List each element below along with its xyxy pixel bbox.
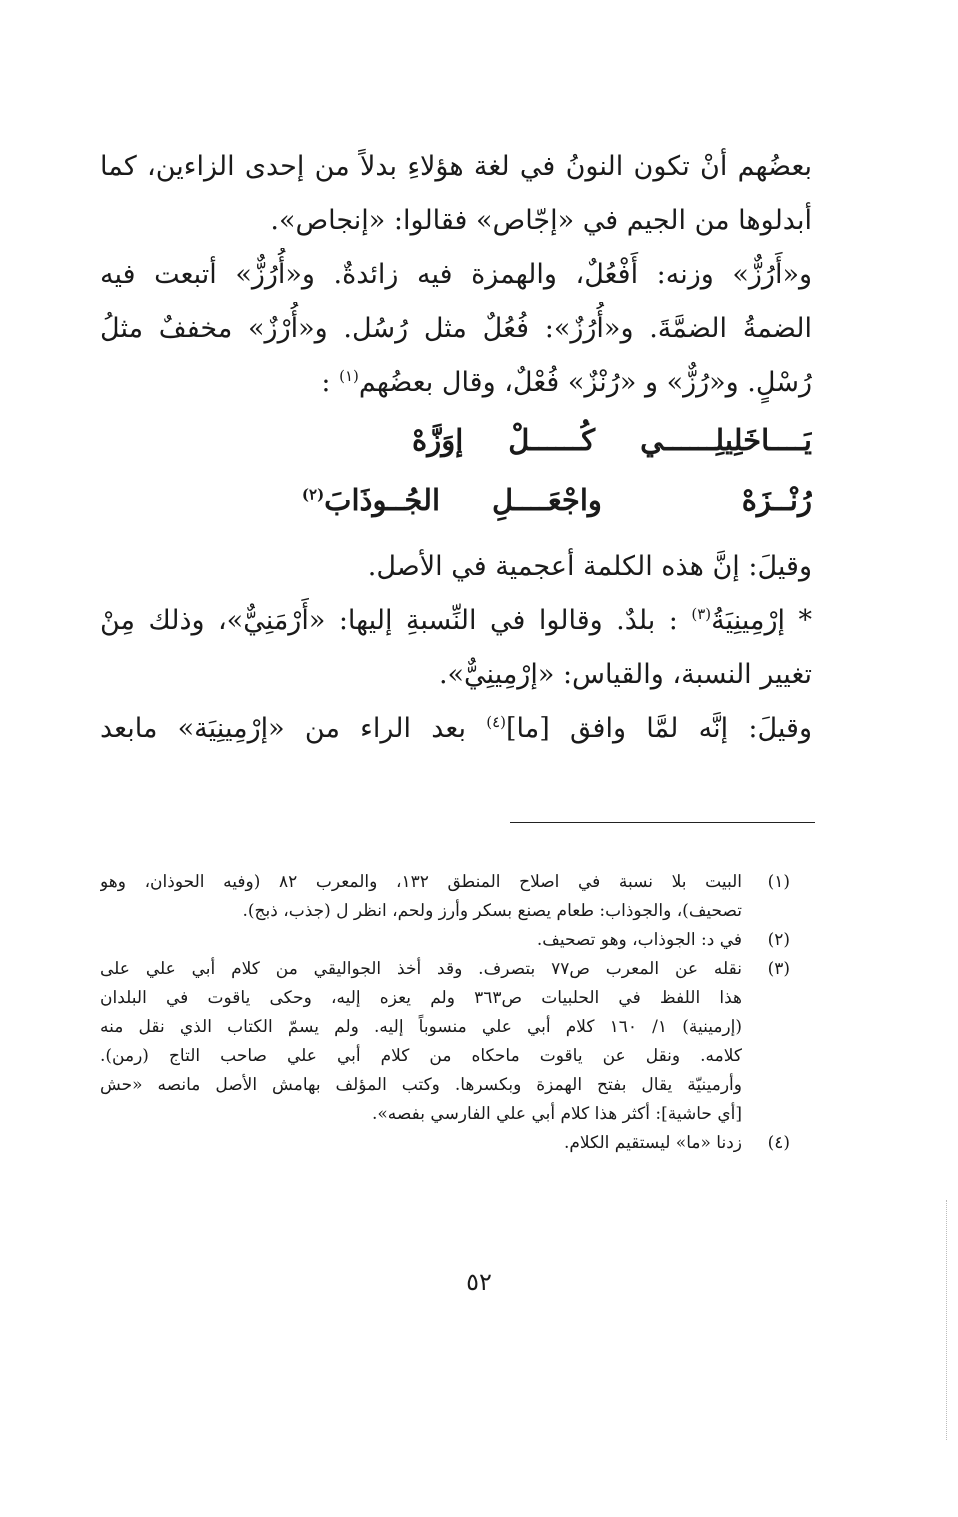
footnote-number: (٢) [767,930,790,950]
colon: : [321,367,331,398]
armenia-definition: : بلدٌ. وقالوا في النِّسبةِ إليها: «أَرْمَنِيٌّ»، وذلك مِنْ [100,605,678,636]
footnote-4 [100,1129,790,1158]
footnote-line: البيت بلا نسبة في اصلاح المنطق ١٣٢، والمعرب ٨٢ (وفيه الحوذان، وهو [100,872,742,892]
footnote-line: (إرمينية) ١/ ١٦٠ كلام أبي علي منسوباً إليه. ولم يسمّ الكتاب الذي نقل منه [100,1017,742,1037]
verse-2-hemistich [302,470,602,530]
footnote-text [100,868,742,926]
main-text [100,140,812,756]
footnote-ref-3: (٣) [691,605,712,623]
verse-line-2 [100,470,812,530]
text-line-3: و«أَرُزٌّ» وزنه: أَفْعُلٌ، والهمزة فيه زائدةٌ. و«أُرُزٌّ» أتبعت فيه [100,259,812,290]
footnote-text [100,1129,742,1158]
verse-2-text: واجْعَــــلِ الجُــوذَابَ [324,483,602,517]
last-line-start: وقيلَ: إنَّه لمَّا وافق [ما] [506,713,812,744]
footnote-text [100,926,742,955]
footnotes [100,868,790,1158]
armenia-line-2: تغيير النسبة، والقياس: «إرْمِينِيٌّ». [438,659,812,690]
text-line-after-verse: وقيلَ: إنَّ هذه الكلمة أعجمية في الأصل. [367,551,812,582]
footnote-line: تصحيف)، والجوذاب: طعام يصنع بسكر وأرز ولحم، انظر ل (جذب، ذبج). [242,901,742,921]
armenia-term: * إرْمِينِيَةُ [711,605,812,636]
footnote-ref-2: (٢) [301,485,325,504]
text-line-5 [100,356,812,410]
footnote-line: [أي حاشية]: أكثر هذا كلام أبي علي الفارسي بفصه». [372,1104,742,1124]
footnote-line: كلامه. ونقل عن ياقوت ماحكاه من كلام أبي علي صاحب التاج (رمن). [100,1046,742,1066]
footnote-line: نقله عن المعرب ص٧٧ بتصرف. وقد أخذ الجواليقي من كلام أبي علي على [100,959,742,979]
verse-line-1 [100,410,812,470]
footnote-ref-4: (٤) [486,713,507,731]
footnote-number: (١) [767,872,790,892]
footnote-number: (٣) [767,959,790,979]
text-line-1: بعضُهم أنْ تكون النونُ في لغة هؤلاءِ بدلاً من إحدى الزاءين، كما [100,151,812,182]
footnote-line: وأرمينيّة يقال بفتح الهمزة وبكسرها. وكتب المؤلف بهامش الأصل مانصه «حش [100,1075,742,1095]
scan-edge [946,1200,948,1440]
last-line-end: بعد الراء من «إرْمِينِيَة» مابعد [100,713,466,744]
text-line-5-body: رُسْلٍ. و«رُزٌّ» و «رُنْزٌ» فُعْلٌ، وقال بعضُهم [358,367,812,398]
verse-2-end: رُنْــزَهْ [741,483,812,517]
footnote-1 [100,868,790,926]
footnote-3 [100,955,790,1129]
footnote-divider [510,822,815,823]
footnote-2 [100,926,790,955]
footnote-ref-1: (١) [339,367,359,385]
last-main-line [100,702,812,756]
page-number: ٥٢ [466,1268,492,1296]
footnote-line: هذا اللفظ في الحلبيات ص٣٦٣ ولم يعزه إليه، وحكى ياقوت في البلدان [100,988,742,1008]
text-line-4: الضمةُ الضمَّةَ. و«أُرُزٌ»: فُعُلٌ مثل رُسُل. و«أُرْزٌ» مخففٌ مثلُ [100,313,812,344]
footnote-text [100,955,742,1129]
text-line-2: أبدلوها من الجيم في «إجّاص» فقالوا: «إنجاص». [270,205,812,236]
verse-1-hemistich: يَــــاخَلِيلِــــــي كُــــــلْ إوَزَّهْ [412,423,812,457]
footnote-line: زدنا «ما» ليستقيم الكلام. [563,1133,742,1153]
armenia-line-1 [100,594,812,648]
footnote-line: في د: الجوذاب، وهو تصحيف. [536,930,742,950]
footnote-number: (٤) [767,1133,790,1153]
